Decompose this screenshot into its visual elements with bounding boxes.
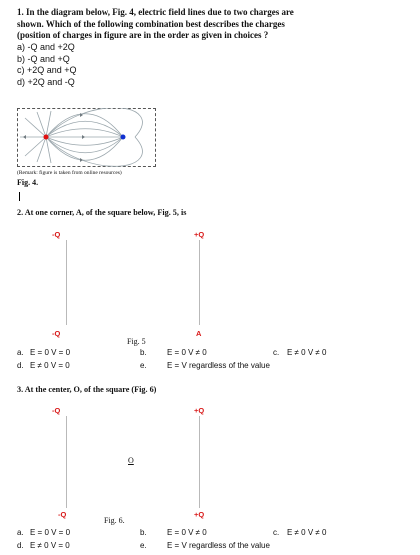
q2-title: 2. At one corner, A, of the square below, Fig. 5, is xyxy=(17,208,187,217)
q2-answer-e-text[interactable]: E = V regardless of the value xyxy=(167,361,270,370)
q1-choice-d[interactable]: d) +2Q and -Q xyxy=(17,76,75,87)
q3-answer-d-label[interactable]: d. xyxy=(17,541,24,550)
q3-square-right-edge xyxy=(199,416,200,508)
q3-answer-b-label[interactable]: b. xyxy=(140,528,147,537)
q3-charge-top-left: -Q xyxy=(52,406,61,415)
q3-answer-b-text[interactable]: E = 0 V ≠ 0 xyxy=(167,528,207,537)
q3-charge-bottom-left: -Q xyxy=(58,510,67,519)
q2-answer-a-text[interactable]: E = 0 V = 0 xyxy=(30,348,71,357)
fig4-field-lines xyxy=(17,108,156,167)
q3-answer-e-label[interactable]: e. xyxy=(140,541,147,550)
fig4-positive-charge xyxy=(121,135,126,140)
q1-line-2: shown. Which of the following combination best describes the charges xyxy=(17,18,285,29)
q2-charge-bottom-left: -Q xyxy=(52,329,61,338)
q1-line-3: (position of charges in figure are in the order as given in choices ? xyxy=(17,30,269,40)
q3-fig-label: Fig. 6. xyxy=(104,516,125,525)
q2-charge-top-left: -Q xyxy=(52,230,61,239)
q3-title: 3. At the center, O, of the square (Fig. 6) xyxy=(17,385,157,394)
q2-answer-d-text[interactable]: E ≠ 0 V = 0 xyxy=(30,361,70,370)
q2-corner-a: A xyxy=(196,329,202,338)
q3-answer-e-text[interactable]: E = V regardless of the value xyxy=(167,541,270,550)
q3-center-o: O xyxy=(128,456,134,465)
q2-square-left-edge xyxy=(66,240,67,325)
q2-answer-b-text[interactable]: E = 0 V ≠ 0 xyxy=(167,348,207,357)
q1-choice-a[interactable]: a) -Q and +2Q xyxy=(17,42,75,52)
q1-choice-c[interactable]: c) +2Q and +Q xyxy=(17,65,77,75)
q1-line-1: 1. In the diagram below, Fig. 4, electric field lines due to two charges are xyxy=(17,7,294,17)
fig4-negative-charge xyxy=(44,135,49,140)
q2-answer-b-label[interactable]: b. xyxy=(140,348,147,357)
q2-answer-a-label[interactable]: a. xyxy=(17,348,24,357)
q3-answer-c-text[interactable]: E ≠ 0 V ≠ 0 xyxy=(287,528,327,537)
fig4-label: Fig. 4. xyxy=(17,178,39,187)
fig4-remark: (Remark: figure is taken from online resources) xyxy=(17,170,122,176)
q2-answer-d-label[interactable]: d. xyxy=(17,361,24,370)
q2-answer-c-label[interactable]: c. xyxy=(273,348,280,357)
q3-answer-a-label[interactable]: a. xyxy=(17,528,24,537)
q2-answer-e-label[interactable]: e. xyxy=(140,361,147,370)
text-cursor xyxy=(19,192,20,201)
q2-answer-c-text[interactable]: E ≠ 0 V ≠ 0 xyxy=(287,348,327,357)
q1-choice-b[interactable]: b) -Q and +Q xyxy=(17,53,70,64)
q3-square-left-edge xyxy=(66,416,67,508)
q3-answer-c-label[interactable]: c. xyxy=(273,528,280,537)
q3-answer-a-text[interactable]: E = 0 V = 0 xyxy=(30,528,71,537)
q2-fig-label: Fig. 5 xyxy=(127,337,146,346)
q3-answer-d-text[interactable]: E ≠ 0 V = 0 xyxy=(30,541,70,550)
q3-charge-bottom-right: +Q xyxy=(194,510,205,519)
q2-square-right-edge xyxy=(199,240,200,325)
q3-charge-top-right: +Q xyxy=(194,406,205,415)
q2-charge-top-right: +Q xyxy=(194,230,205,239)
